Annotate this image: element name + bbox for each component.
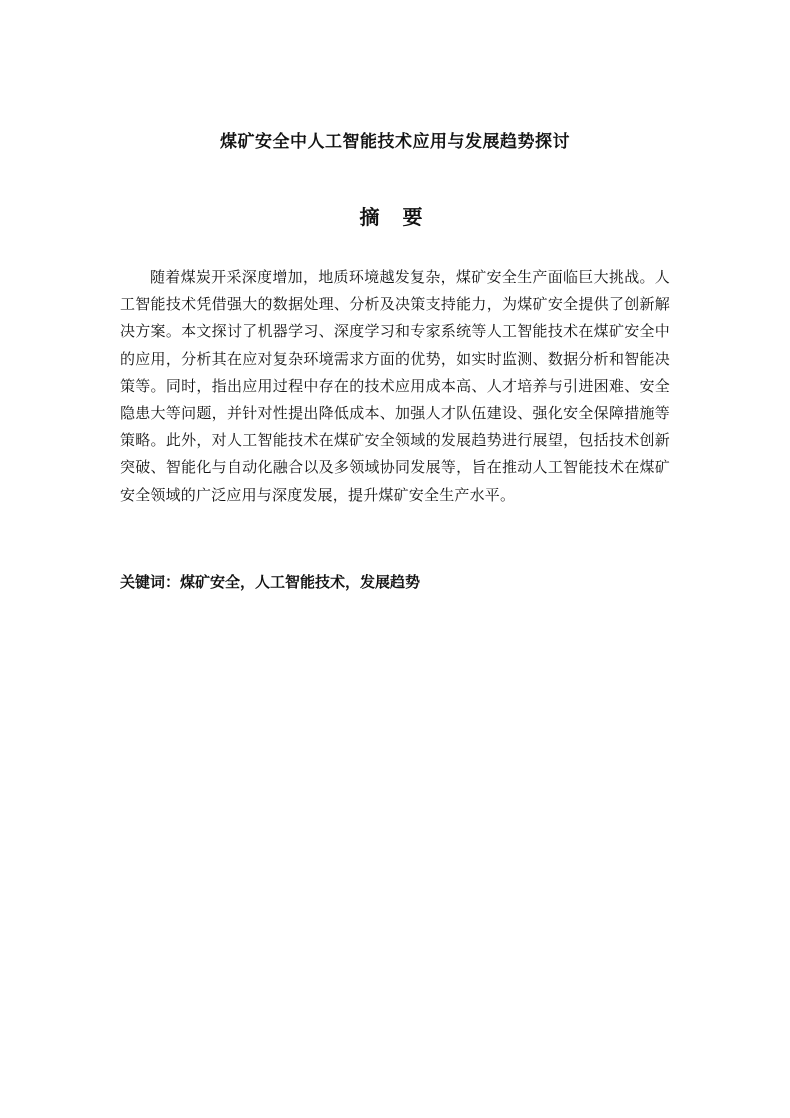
abstract-paragraph: 随着煤炭开采深度增加，地质环境越发复杂，煤矿安全生产面临巨大挑战。人工智能技术凭借强大的数据处理、分析及决策支持能力，为煤矿安全提供了创新解决方案。本文探讨了机器学习、深度学习和专家系统等人工智能技术在煤矿安全中的应用，分析其在应对复杂环境需求方面的优势，如实时监测、数据分析和智能决策等。同时，指出应用过程中存在的技术应用成本高、人才培养与引进困难、安全隐患大等问题，并针对性提出降低成本、加强人才队伍建设、强化安全保障措施等策略。此外，对人工智能技术在煤矿安全领域的发展趋势进行展望，包括技术创新突破、智能化与自动化融合以及多领域协同发展等，旨在推动人工智能技术在煤矿安全领域的广泛应用与深度发展，提升煤矿安全生产水平。: [120, 268, 670, 504]
keywords-line: [120, 570, 670, 594]
keywords-label: 关键词：: [120, 573, 181, 591]
keywords-value: 煤矿安全，人工智能技术，发展趋势: [180, 573, 421, 591]
document-title: 煤矿安全中人工智能技术应用与发展趋势探讨: [220, 132, 570, 152]
abstract-heading: 摘 要: [359, 205, 431, 229]
